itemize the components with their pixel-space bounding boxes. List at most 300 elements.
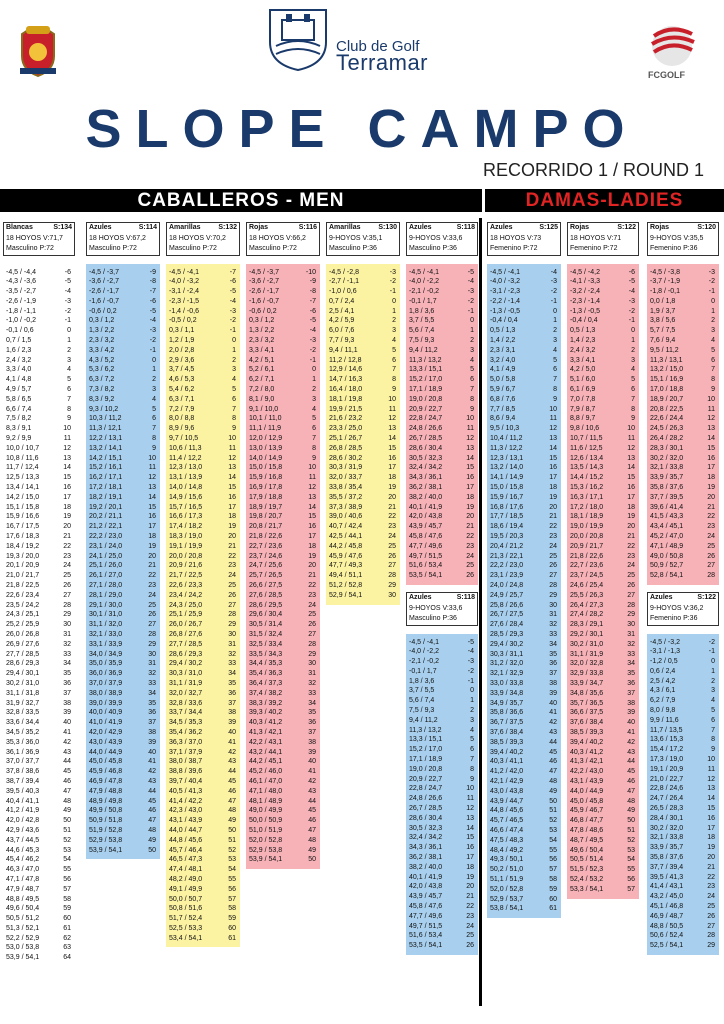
handicap-row — [567, 365, 639, 375]
index-range: 8,6 / 9,4 — [490, 415, 516, 423]
index-range: 49,0 / 50,8 — [650, 552, 684, 560]
playing-handicap: 23 — [627, 552, 635, 560]
handicap-row — [86, 532, 160, 542]
playing-handicap: 31 — [228, 640, 236, 648]
handicap-rows — [3, 264, 75, 968]
handicap-row — [326, 326, 400, 336]
playing-handicap: -2 — [467, 297, 474, 305]
handicap-row — [326, 316, 400, 326]
index-range: 45,8 / 47,6 — [409, 533, 443, 541]
index-range: 12,3 / 13,1 — [490, 454, 524, 462]
playing-handicap: -7 — [229, 268, 236, 276]
handicap-row — [166, 846, 240, 856]
index-range: 26,7 / 28,5 — [409, 435, 443, 443]
index-range: 47,7 / 49,6 — [409, 912, 443, 920]
playing-handicap: 19 — [308, 552, 316, 560]
handicap-row — [567, 297, 639, 307]
playing-handicap: 17 — [63, 493, 71, 501]
handicap-row — [487, 483, 561, 493]
playing-handicap: 36 — [228, 689, 236, 697]
playing-handicap: 9 — [553, 395, 557, 403]
playing-handicap: 10 — [63, 425, 71, 433]
playing-handicap: 25 — [63, 572, 71, 580]
playing-handicap: 1 — [711, 667, 715, 675]
tee-table-men-azules — [86, 222, 160, 859]
handicap-row — [647, 473, 719, 483]
index-range: 33,9 / 34,8 — [490, 689, 524, 697]
handicap-row — [246, 552, 320, 562]
playing-handicap: 10 — [228, 435, 236, 443]
index-range: 49,4 / 51,1 — [329, 572, 363, 580]
handicap-row — [487, 365, 561, 375]
handicap-row — [567, 816, 639, 826]
index-range: 15,0 / 15,8 — [490, 484, 524, 492]
handicap-row — [86, 797, 160, 807]
playing-handicap: 26 — [148, 611, 156, 619]
tee-course: 18 HOYOS V:71 — [570, 234, 622, 242]
index-range: 0,3 / 1,1 — [169, 327, 195, 335]
index-range: 15,9 / 16,6 — [6, 513, 40, 521]
handicap-row — [487, 610, 561, 620]
playing-handicap: 24 — [627, 562, 635, 570]
playing-handicap: 20 — [707, 493, 715, 501]
index-range: 24,1 / 25,0 — [89, 552, 123, 560]
index-range: 24,8 / 26,6 — [409, 795, 443, 803]
index-range: 37,7 / 39,5 — [650, 493, 684, 501]
index-range: 42,5 / 44,1 — [329, 533, 363, 541]
index-range: -3,1 / -2,4 — [169, 288, 199, 296]
index-range: 2,0 / 2,8 — [169, 346, 195, 354]
handicap-row — [406, 493, 478, 503]
handicap-row — [326, 522, 400, 532]
handicap-row — [246, 493, 320, 503]
playing-handicap: 48 — [228, 807, 236, 815]
index-range: 7,9 / 8,7 — [570, 405, 596, 413]
handicap-row — [166, 757, 240, 767]
playing-handicap: 28 — [707, 932, 715, 940]
handicap-row — [406, 765, 478, 775]
index-range: 20,0 / 20,8 — [169, 552, 203, 560]
index-range: 32,4 / 34,2 — [409, 834, 443, 842]
handicap-row — [246, 571, 320, 581]
playing-handicap: 33 — [63, 650, 71, 658]
handicap-row — [3, 816, 75, 826]
handicap-row — [86, 346, 160, 356]
index-range: 19,9 / 21,5 — [329, 405, 363, 413]
handicap-row — [246, 395, 320, 405]
index-range: 13,1 / 13,9 — [169, 474, 203, 482]
playing-handicap: 1 — [470, 697, 474, 705]
index-range: 43,2 / 45,0 — [650, 893, 684, 901]
index-range: 38,2 / 40,0 — [409, 863, 443, 871]
tee-slope: S:122 — [697, 594, 716, 601]
playing-handicap: 42 — [627, 738, 635, 746]
playing-handicap: 33 — [228, 660, 236, 668]
playing-handicap: 17 — [707, 464, 715, 472]
tee-name: Rojas — [570, 224, 590, 231]
handicap-row — [166, 797, 240, 807]
handicap-row — [487, 895, 561, 905]
playing-handicap: 52 — [228, 846, 236, 854]
playing-handicap: -2 — [309, 346, 316, 354]
index-range: 28,6 / 29,3 — [6, 660, 40, 668]
index-range: 46,1 / 47,0 — [249, 777, 283, 785]
index-range: 40,3 / 41,2 — [249, 719, 283, 727]
handicap-row — [406, 542, 478, 552]
playing-handicap: -1 — [64, 317, 71, 325]
index-range: 53,5 / 54,1 — [409, 572, 443, 580]
playing-handicap: 2 — [470, 337, 474, 345]
handicap-row — [406, 686, 478, 696]
playing-handicap: 38 — [228, 709, 236, 717]
handicap-row — [86, 601, 160, 611]
index-range: 44,6 / 45,3 — [6, 846, 40, 854]
handicap-row — [3, 826, 75, 836]
index-range: 0,3 / 1,2 — [89, 317, 115, 325]
index-range: -2,1 / -0,2 — [409, 658, 439, 666]
playing-handicap: -5 — [229, 288, 236, 296]
index-range: 31,1 / 31,9 — [570, 650, 604, 658]
index-range: 27,7 / 28,5 — [6, 650, 40, 658]
playing-handicap: 24 — [63, 562, 71, 570]
index-range: 51,6 / 53,4 — [409, 562, 443, 570]
index-range: 27,4 / 28,2 — [570, 611, 604, 619]
index-range: 52,9 / 53,7 — [490, 895, 524, 903]
handicap-row — [487, 601, 561, 611]
index-range: 48,8 / 50,5 — [650, 922, 684, 930]
men-section-bar: CABALLEROS - MEN — [0, 189, 482, 212]
playing-handicap: 58 — [63, 895, 71, 903]
index-range: 41,3 / 42,1 — [249, 728, 283, 736]
handicap-row — [166, 473, 240, 483]
playing-handicap: 57 — [228, 895, 236, 903]
playing-handicap: -1 — [550, 297, 557, 305]
handicap-row — [487, 620, 561, 630]
playing-handicap: 39 — [308, 748, 316, 756]
handicap-row — [487, 307, 561, 317]
tee-gender-par: Femenino P:72 — [570, 245, 618, 252]
playing-handicap: 12 — [388, 415, 396, 423]
playing-handicap: 26 — [707, 912, 715, 920]
handicap-row — [647, 307, 719, 317]
playing-handicap: 2 — [631, 346, 635, 354]
playing-handicap: 6 — [711, 716, 715, 724]
index-range: 48,8 / 49,5 — [6, 895, 40, 903]
playing-handicap: 16 — [388, 454, 396, 462]
index-range: 2,5 / 4,1 — [329, 307, 355, 315]
handicap-row — [86, 767, 160, 777]
playing-handicap: 25 — [466, 932, 474, 940]
playing-handicap: 42 — [148, 768, 156, 776]
tee-header — [246, 222, 320, 256]
handicap-row — [326, 277, 400, 287]
index-range: 28,6 / 30,2 — [329, 454, 363, 462]
playing-handicap: 8 — [553, 386, 557, 394]
playing-handicap: 8 — [711, 376, 715, 384]
index-range: 29,6 / 30,4 — [249, 611, 283, 619]
playing-handicap: 7 — [392, 366, 396, 374]
handicap-row — [406, 532, 478, 542]
playing-handicap: 13 — [466, 814, 474, 822]
playing-handicap: -5 — [149, 307, 156, 315]
index-range: 40,4 / 41,1 — [6, 797, 40, 805]
playing-handicap: 32 — [549, 621, 557, 629]
handicap-row — [3, 473, 75, 483]
playing-handicap: 24 — [228, 572, 236, 580]
index-range: 21,8 / 22,6 — [570, 552, 604, 560]
index-range: 51,5 / 52,3 — [570, 866, 604, 874]
handicap-row — [86, 365, 160, 375]
handicap-row — [406, 434, 478, 444]
handicap-row — [567, 375, 639, 385]
playing-handicap: 51 — [627, 826, 635, 834]
index-range: 27,7 / 28,5 — [169, 640, 203, 648]
handicap-row — [166, 346, 240, 356]
index-range: 19,0 / 19,9 — [570, 523, 604, 531]
handicap-row — [647, 745, 719, 755]
index-range: 47,1 / 48,9 — [650, 542, 684, 550]
index-range: 21,6 / 23,2 — [329, 415, 363, 423]
playing-handicap: 38 — [308, 738, 316, 746]
index-range: -1,3 / -0,5 — [570, 307, 600, 315]
index-range: 49,6 / 50,4 — [6, 905, 40, 913]
index-range: 10,6 / 11,3 — [169, 444, 202, 452]
index-range: -4,5 / -4,1 — [409, 268, 439, 276]
playing-handicap: 17 — [228, 503, 236, 511]
handicap-row — [246, 738, 320, 748]
tee-table-ladies-azules — [487, 222, 561, 918]
handicap-row — [166, 650, 240, 660]
handicap-row — [3, 512, 75, 522]
handicap-row — [166, 855, 240, 865]
tee-name: Azules — [409, 594, 432, 601]
playing-handicap: 49 — [549, 787, 557, 795]
playing-handicap: 55 — [627, 866, 635, 874]
playing-handicap: 14 — [466, 824, 474, 832]
playing-handicap: 29 — [627, 611, 635, 619]
index-range: 23,7 / 24,6 — [249, 552, 283, 560]
index-range: 25,1 / 26,0 — [89, 562, 123, 570]
playing-handicap: 0 — [67, 327, 71, 335]
playing-handicap: 53 — [228, 856, 236, 864]
index-range: 37,8 / 38,6 — [6, 768, 40, 776]
tee-gender-par: Masculino P:36 — [329, 245, 377, 252]
handicap-row — [86, 522, 160, 532]
handicap-row — [406, 882, 478, 892]
playing-handicap: 11 — [388, 405, 396, 413]
index-range: 7,7 / 9,3 — [329, 337, 355, 345]
handicap-row — [166, 679, 240, 689]
index-range: -1,2 / 0,5 — [650, 658, 678, 666]
index-range: 23,7 / 24,5 — [570, 572, 604, 580]
index-range: 42,0 / 42,8 — [6, 817, 40, 825]
index-range: 6,2 / 7,1 — [249, 376, 275, 384]
handicap-row — [3, 914, 75, 924]
index-range: 47,9 / 48,8 — [89, 787, 123, 795]
playing-handicap: 5 — [232, 386, 236, 394]
playing-handicap: 40 — [228, 728, 236, 736]
playing-handicap: 7 — [152, 425, 156, 433]
handicap-row — [326, 287, 400, 297]
handicap-row — [567, 454, 639, 464]
handicap-row — [246, 748, 320, 758]
handicap-row — [86, 777, 160, 787]
playing-handicap: 19 — [707, 484, 715, 492]
index-range: 39,6 / 41,4 — [650, 503, 684, 511]
index-range: 15,2 / 16,1 — [89, 464, 123, 472]
index-range: 39,7 / 40,4 — [169, 777, 203, 785]
index-range: -4,5 / -2,8 — [329, 268, 359, 276]
section-divider — [479, 218, 482, 1006]
playing-handicap: 10 — [627, 425, 635, 433]
handicap-row — [647, 336, 719, 346]
playing-handicap: 34 — [63, 660, 71, 668]
playing-handicap: 3 — [470, 346, 474, 354]
index-range: 46,9 / 47,8 — [89, 777, 123, 785]
index-range: 1,9 / 3,7 — [650, 307, 676, 315]
playing-handicap: 39 — [627, 709, 635, 717]
playing-handicap: -4 — [309, 327, 316, 335]
index-range: 11,3 / 12,2 — [490, 444, 523, 452]
playing-handicap: 28 — [388, 572, 396, 580]
handicap-row — [166, 748, 240, 758]
index-range: 21,8 / 22,6 — [249, 533, 283, 541]
playing-handicap: 9 — [392, 386, 396, 394]
playing-handicap: 21 — [707, 863, 715, 871]
playing-handicap: 53 — [549, 826, 557, 834]
playing-handicap: 41 — [308, 768, 316, 776]
index-range: 35,8 / 36,6 — [490, 709, 524, 717]
index-range: -2,6 / -1,7 — [89, 288, 119, 296]
index-range: 50,5 / 51,2 — [6, 915, 40, 923]
index-range: 15,9 / 16,7 — [490, 493, 524, 501]
handicap-row — [406, 503, 478, 513]
playing-handicap: 34 — [308, 699, 316, 707]
index-range: 48,4 / 49,2 — [490, 846, 524, 854]
playing-handicap: 13 — [388, 425, 396, 433]
index-range: 46,3 / 47,0 — [6, 866, 40, 874]
playing-handicap: 58 — [228, 905, 236, 913]
index-range: 13,3 / 15,1 — [409, 736, 443, 744]
index-range: 8,1 / 9,0 — [249, 395, 275, 403]
handicap-row — [406, 375, 478, 385]
fcgolf-logo-icon — [640, 18, 700, 78]
handicap-row — [406, 902, 478, 912]
handicap-row — [406, 463, 478, 473]
handicap-row — [326, 542, 400, 552]
index-range: 45,2 / 47,0 — [650, 533, 684, 541]
handicap-row — [3, 552, 75, 562]
index-range: 19,0 / 20,8 — [409, 765, 443, 773]
index-range: 6,6 / 7,4 — [6, 405, 32, 413]
playing-handicap: 14 — [308, 503, 316, 511]
playing-handicap: -2 — [64, 307, 71, 315]
handicap-row — [3, 728, 75, 738]
index-range: 16,3 / 17,1 — [570, 493, 604, 501]
handicap-row — [246, 689, 320, 699]
handicap-row — [406, 454, 478, 464]
index-range: 40,3 / 41,1 — [490, 758, 524, 766]
playing-handicap: 15 — [707, 805, 715, 813]
playing-handicap: -2 — [467, 667, 474, 675]
index-range: 0,7 / 1,5 — [6, 337, 32, 345]
handicap-row — [86, 503, 160, 513]
handicap-row — [406, 326, 478, 336]
handicap-row — [567, 650, 639, 660]
handicap-row — [166, 777, 240, 787]
handicap-row — [3, 787, 75, 797]
index-range: 3,7 / 5,5 — [409, 687, 435, 695]
playing-handicap: 16 — [707, 454, 715, 462]
handicap-row — [567, 395, 639, 405]
handicap-row — [647, 503, 719, 513]
index-range: 35,3 / 36,0 — [6, 738, 40, 746]
playing-handicap: 26 — [228, 591, 236, 599]
handicap-row — [647, 405, 719, 415]
index-range: 12,6 / 13,4 — [570, 454, 604, 462]
playing-handicap: -2 — [229, 317, 236, 325]
handicap-row — [246, 277, 320, 287]
index-range: 1,4 / 2,2 — [490, 337, 516, 345]
handicap-row — [406, 726, 478, 736]
handicap-row — [166, 336, 240, 346]
index-range: 37,0 / 37,9 — [89, 679, 123, 687]
index-range: 37,6 / 38,4 — [570, 719, 604, 727]
playing-handicap: 7 — [631, 395, 635, 403]
handicap-row — [3, 875, 75, 885]
index-range: 30,3 / 31,0 — [169, 670, 203, 678]
playing-handicap: 3 — [631, 356, 635, 364]
index-range: -1,6 / -0,7 — [249, 297, 279, 305]
index-range: -4,5 / -3,7 — [89, 268, 119, 276]
handicap-row — [487, 561, 561, 571]
handicap-row — [246, 326, 320, 336]
handicap-row — [246, 846, 320, 856]
playing-handicap: 20 — [228, 533, 236, 541]
index-range: 11,7 / 12,4 — [6, 464, 39, 472]
handicap-row — [86, 826, 160, 836]
index-range: 30,5 / 32,3 — [409, 824, 443, 832]
tee-slope: S:122 — [617, 224, 636, 231]
playing-handicap: 12 — [63, 444, 71, 452]
index-range: 8,8 / 9,7 — [570, 415, 596, 423]
index-range: 25,8 / 26,6 — [490, 601, 524, 609]
handicap-row — [86, 591, 160, 601]
playing-handicap: 38 — [549, 679, 557, 687]
playing-handicap: 59 — [63, 905, 71, 913]
tee-header — [406, 592, 478, 626]
playing-handicap: 41 — [549, 709, 557, 717]
index-range: 50,2 / 51,0 — [490, 866, 524, 874]
playing-handicap: 0 — [232, 337, 236, 345]
playing-handicap: 26 — [388, 552, 396, 560]
index-range: 27,6 / 28,4 — [490, 621, 524, 629]
index-range: 20,8 / 22,5 — [650, 405, 684, 413]
playing-handicap: 49 — [63, 807, 71, 815]
index-range: 5,2 / 6,1 — [249, 366, 275, 374]
index-range: 9,1 / 10,0 — [249, 405, 279, 413]
index-range: 45,7 / 46,4 — [169, 846, 203, 854]
index-range: 49,6 / 50,4 — [570, 846, 604, 854]
index-range: 43,9 / 45,7 — [409, 523, 443, 531]
index-range: 14,1 / 14,9 — [490, 474, 524, 482]
index-range: 50,5 / 51,4 — [570, 856, 604, 864]
playing-handicap: 5 — [312, 415, 316, 423]
playing-handicap: 33 — [549, 630, 557, 638]
handicap-row — [647, 434, 719, 444]
handicap-row — [166, 895, 240, 905]
index-range: 2,9 / 3,6 — [169, 356, 195, 364]
